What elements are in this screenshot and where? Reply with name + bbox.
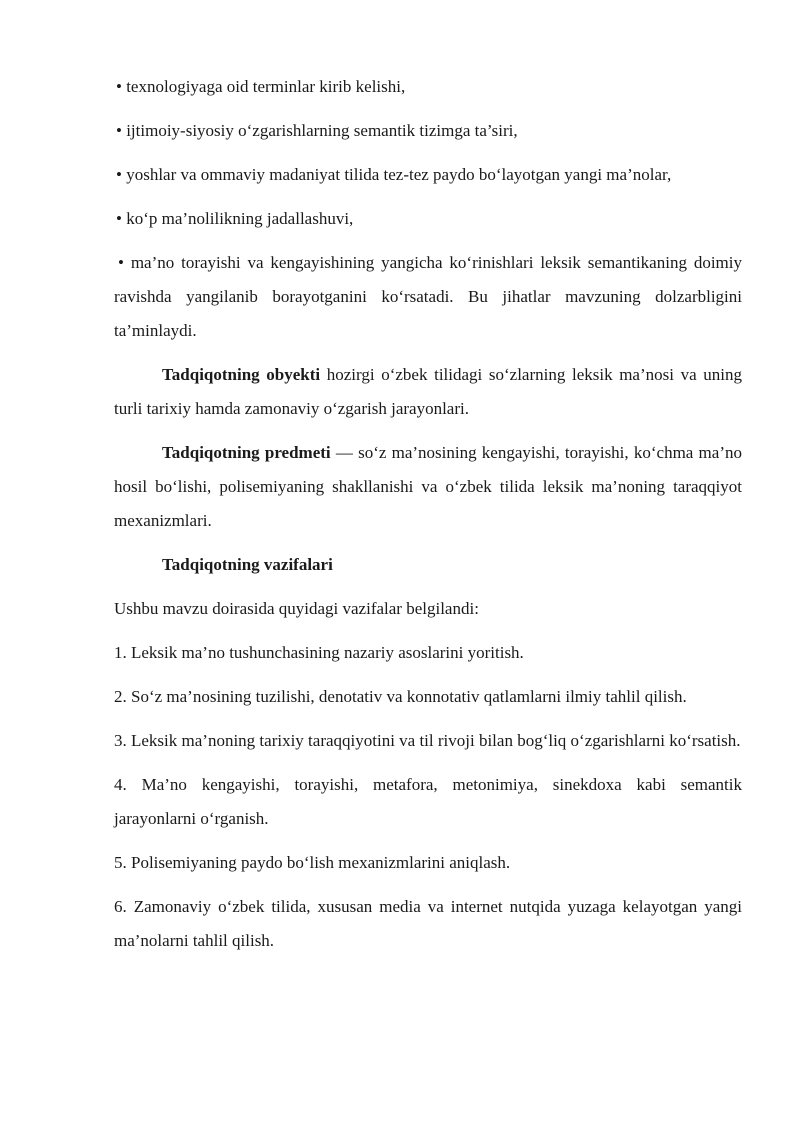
- task-item: 5. Polisemiyaning paydo bo‘lish mexanizmlarini aniqlash.: [114, 853, 511, 872]
- task-item: 1. Leksik ma’no tushunchasining nazariy asoslarini yoritish.: [114, 643, 524, 662]
- research-object-label: Tadqiqotning obyekti: [162, 365, 321, 384]
- task-item: 3. Leksik ma’noning tarixiy taraqqiyotini va til rivoji bilan bog‘liq o‘zgarishlarni ko‘rsatish.: [114, 731, 741, 750]
- bullet-item: • ko‘p ma’nolilikning jadallashuvi,: [116, 209, 354, 228]
- bullet-item: • ijtimoiy-siyosiy o‘zgarishlarning semantik tizimga ta’siri,: [116, 121, 518, 140]
- research-subject-label: Tadqiqotning predmeti: [162, 443, 331, 462]
- bullet-item: • yoshlar va ommaviy madaniyat tilida tez-tez paydo bo‘layotgan yangi ma’nolar,: [116, 165, 672, 184]
- task-item: 2. So‘z ma’nosining tuzilishi, denotativ va konnotativ qatlamlarni ilmiy tahlil qilish.: [114, 687, 687, 706]
- bullet-item-paragraph: • ma’no torayishi va kengayishining yangicha ko‘rinishlari leksik semantikaning doimiy ravishda yangilanib borayotganini ko‘rsatadi. Bu jihatlar mavzuning dolzarbligini ta’minlaydi.: [114, 253, 742, 340]
- research-subject-paragraph: [114, 436, 742, 538]
- research-object-paragraph: [114, 358, 742, 426]
- bullet-item: • texnologiyaga oid terminlar kirib kelishi,: [116, 77, 406, 96]
- task-item: 4. Ma’no kengayishi, torayishi, metafora, metonimiya, sinekdoxa kabi semantik jarayonlarni o‘rganish.: [114, 775, 742, 828]
- tasks-intro: Ushbu mavzu doirasida quyidagi vazifalar belgilandi:: [114, 599, 479, 618]
- research-subject-text: — so‘z ma’nosining kengayishi, torayishi, ko‘chma ma’no hosil bo‘lishi, polisemiyaning shakllanishi va o‘zbek tilida leksik ma’noning taraqqiyot mexanizmlari.: [114, 443, 742, 530]
- task-item: 6. Zamonaviy o‘zbek tilida, xususan media va internet nutqida yuzaga kelayotgan yangi ma’nolarni tahlil qilish.: [114, 897, 742, 950]
- document-page: [114, 70, 742, 968]
- tasks-heading: Tadqiqotning vazifalari: [162, 555, 333, 574]
- research-object-text: hozirgi o‘zbek tilidagi so‘zlarning leksik ma’nosi va uning turli tarixiy hamda zamonaviy o‘zgarish jarayonlari.: [114, 365, 742, 418]
